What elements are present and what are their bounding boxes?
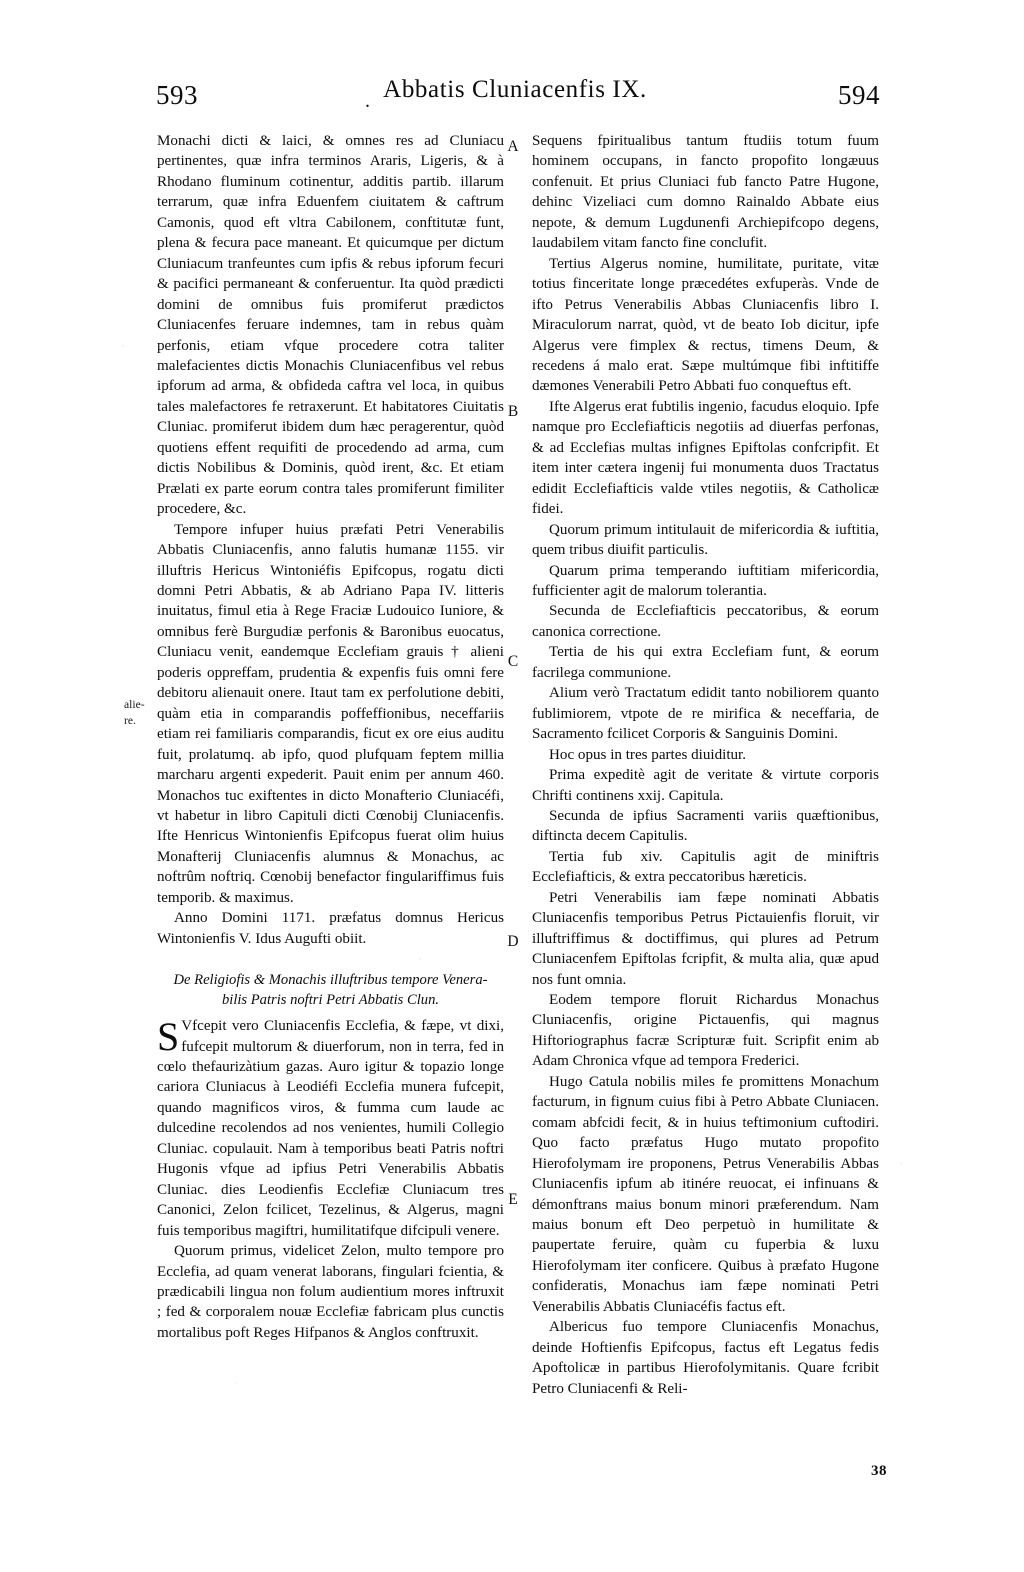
dropcap-paragraph <box>157 1016 504 1241</box>
right-text-column <box>532 131 879 1399</box>
page-title: Abbatis Cluniacenfis IX. <box>383 76 647 103</box>
paragraph: Monachi dicti & laici, & omnes res ad Cluniacu pertinentes, quæ infra terminos Araris, Ligeris, & à Rhodano fluminum cotinentur, additis partib. illarum terrarum, quæ infra Eduenfem ciuitatem & caftrum Camonis, quod eft vltra Cabilonem, conftitutæ funt, plena & fecura pace maneant. Et quicumque per dictum Cluniacum tranfeuntes cum ipfis & rebus ipforum fecuri & pacifici permaneant & conferuentur. Ita quòd prædicti domini de omnibus fuis promiferut prædictos Cluniacenfes feruare indemnes, tam in rebus quàm perfonis, etiam vfque procedere cotra taliter malefacientes dictis Monachis Cluniacenfibus vel rebus ipforum ad arma, & obfideda caftra vel loca, in quibus tales malefactores fe retraxerunt. Et habitatores Ciuitatis Cluniac. promiferut ibidem dum hæc peragerentur, quòd quotiens effent requifiti de procedendo ad arma, cum dictis Nobilibus & Dominis, quòd irent, &c. Et etiam Prælati ex parte eorum contra tales promiferunt fimiliter procedere, &c. <box>157 133 504 518</box>
paragraph: Petri Venerabilis iam fæpe nominati Abbatis Cluniacenfis temporibus Petrus Pictauienfis floruit, vir illuftriffimus & doctiffimus, qui plures ad Petrum Cluniacenfem Epiftolas fcripfit, & multa alia, quæ apud nos funt omnia. <box>532 889 879 988</box>
paragraph: Quorum primum intitulauit de mifericordia & iuftitia, quem tribus diuifit particulis. <box>532 521 879 559</box>
paragraph: Hoc opus in tres partes diuiditur. <box>549 746 747 763</box>
section-heading-line-1: De Religiofis & Monachis illuftribus tempore Venera- <box>173 972 488 989</box>
left-text-column <box>157 131 504 1343</box>
signature-mark: 38 <box>871 1463 887 1479</box>
dropcap-paragraph-text: Vfcepit vero Cluniacenfis Ecclefia, & fæpe, vt dixi, fufcepit multorum & diuerforum, non in terra, fed in cœlo thefaurizàtium gazas. Auro igitur & topazio longe cariora Cluniacus à Leodiéfi Ecclefia munera fufcepit, quando magnificos viros, & fumma cum laude ac dulcedine recolendos ad nos venientes, humili Collegio Cluniac. copulauit. Nam à temporibus beati Patris noftri Hugonis vfque ad ipfius Petri Venerabilis Abbatis Cluniac. dies Leodienfis Ecclefiæ Cluniacum tres Canonici, Zelon fcilicet, Tezelinus, & Algerus, magni fuis temporibus magiftri, humilitatifque difcipuli venere. <box>157 1018 504 1239</box>
section-heading <box>157 970 504 1010</box>
paragraph: Tertia fub xiv. Capitulis agit de miniftris Ecclefiafticis, & extra peccatoribus hæreticis. <box>532 848 879 886</box>
paragraph: Prima expeditè agit de veritate & virtute corporis Chrifti continens xxij. Capitula. <box>532 767 879 804</box>
paragraph: Tempore infuper huius præfati Petri Venerabilis Abbatis Cluniacenfis, anno falutis humanæ 1155. vir illuftris Hericus Wintoniéfis Epifcopus, rogatu dicti domni Petri Abbatis, & ab Adriano Papa IV. litteris inuitatus, fimul etia à Rege Fraciæ Ludouico Iuniore, & omnibus ferè Burgudiæ perfonis & Baronibus euocatus, Cluniacu venit, eandemque Ecclefiam grauis † alieni poderis oppreffam, prudentia & expenfis fuis omni fere debitoru alienauit onere. Itaut tam ex perfolutione debiti, quàm etia in comparandis poffeffionibus, neceffariis etiam rei familiaris comparandis, ficut ex ore eius auditu fuit, prolatumq. ab ipfo, quod plufquam feptem millia marcharu argenti expederit. Pauit enim per annum 460. Monachos tuc exiftentes in dicto Monafterio Cluniacéfi, vt habetur in libro Capituli dicti Cœnobij Cluniacenfis. Ifte Henricus Wintonienfis Epifcopus fuerat olim huius Monafterij Cluniacenfis alumnus & Monachus, ac noftrûm noftriq. Cœnobij benefactor fingulariffimus fuis temporib. & maximus. <box>157 521 504 906</box>
paragraph: Tertia de his qui extra Ecclefiam funt, & eorum facrilega communione. <box>532 644 879 681</box>
gutter-mark-a: A <box>507 138 519 155</box>
gutter-mark-c: C <box>507 653 519 670</box>
running-head <box>150 76 880 120</box>
section-heading-line-2: bilis Patris noftri Petri Abbatis Clun. <box>221 992 440 1009</box>
paragraph: Albericus fuo tempore Cluniacenfis Monachus, deinde Hoftienfis Epifcopus, factus eft Legatus fedis Apoftolicæ in partibus Hierofolymitanis. Quare fcribit Petro Cluniacenfi & Reli- <box>532 1319 879 1397</box>
paragraph: Anno Domini 1171. præfatus domnus Hericus Wintonienfis V. Idus Augufti obiit. <box>157 910 504 947</box>
drop-cap-letter: S <box>157 1014 180 1060</box>
gutter-mark-e: E <box>508 1191 518 1208</box>
paragraph: Quarum prima temperando iuftitiam mifericordia, fufficienter agit de malorum tolerantia. <box>532 562 879 599</box>
paragraph: Sequens fpiritualibus tantum ftudiis totum fuum hominem occupans, in fancto propofito longæuus confenuit. Et prius Cluniaci fub fancto Patre Hugone, dehinc Vizeliaci cum domno Rainaldo Abbate eius nepote, & demum Lugdunenfi Archiepifcopo degens, laudabilem vitam fancto fine conclufit. <box>532 133 879 252</box>
paragraph: Secunda de Ecclefiafticis peccatoribus, & eorum canonica correctione. <box>532 603 879 640</box>
marginal-note-line-1: alie- <box>124 698 145 711</box>
head-separator-dot: . <box>365 90 370 112</box>
gutter-mark-b: B <box>507 403 519 420</box>
paragraph: Secunda de ipfius Sacramenti variis quæftionibus, diftincta decem Capitulis. <box>532 807 879 845</box>
paragraph: Ifte Algerus erat fubtilis ingenio, facudus eloquio. Ipfe namque pro Ecclefiafticis negotiis ad diuerfas perfonas, & ad Ecclefias multas infignes Epiftolas confcripfit. Et item inter cætera ingenij fui monumenta duos Tractatus edidit Ecclefiafticis valde vtiles negotiis, & Catholicæ fidei. <box>532 398 879 518</box>
gutter-mark-d: D <box>507 933 519 950</box>
marginal-note-line-2: re. <box>124 713 136 727</box>
paragraph: Eodem tempore floruit Richardus Monachus Cluniacenfis, origine Pictauenfis, qui magnus Hiftoriographus facræ Scripturæ fuit. Scripfit enim ab Adam Chronica vfque ad tempora Frederici. <box>532 992 879 1070</box>
paragraph: Alium verò Tractatum edidit tanto nobiliorem quanto fublimiorem, vtpote de re mirifica & neceffaria, de Sacramento fcilicet Corporis & Sanguinis Domini. <box>532 685 879 743</box>
paragraph: Quorum primus, videlicet Zelon, multo tempore pro Ecclefia, ad quam venerat laborans, fingulari fcientia, & prædicabili lingua non folum audientium mores inftruxit ; fed & corporalem nouæ Ecclefiæ fabricam plus cunctis mortalibus poft Reges Hifpanos & Anglos conftruxit. <box>157 1243 504 1341</box>
paragraph: Tertius Algerus nomine, humilitate, puritate, vitæ totius finceritate longe præcedétes exfuperàs. Vnde de ifto Petrus Venerabilis Abbas Cluniacenfis libro I. Miraculorum narrat, quòd, vt de beato Iob dicitur, ipfe Algerus vere fimplex & rectus, timens Deum, & recedens á malo erat. Sæpe multúmque fibi inftitiffe dæmones Venerabili Petro Abbati fuo conqueftus eft. <box>532 255 879 395</box>
folio-number-right: 594 <box>838 80 880 110</box>
folio-number-left: 593 <box>156 80 198 110</box>
paragraph: Hugo Catula nobilis miles fe promittens Monachum facturum, in fignum cuius fibi à Petro Abbate Cluniacen. comam abfcidi fecit, & in huius teftimonium cuftodiri. Quo facto præfatus Hugo mutato propofito Hierofolymam ire proponens, Petrus Venerabilis Abbas Cluniacenfis ipfum ab itinére reuocat, ei infinuans & démonftrans maius bonum minori præferendum. Nam maius bonum eft Deo perpetuò in humilitate & paupertate feruire, quàm cu fuperbia & luxu Hierofolymam iter conficere. Quibus à præfato Hugone confideratis, Monachus iam fæpe nominati Petri Venerabilis Abbatis Cluniacéfis factus eft. <box>532 1073 879 1315</box>
